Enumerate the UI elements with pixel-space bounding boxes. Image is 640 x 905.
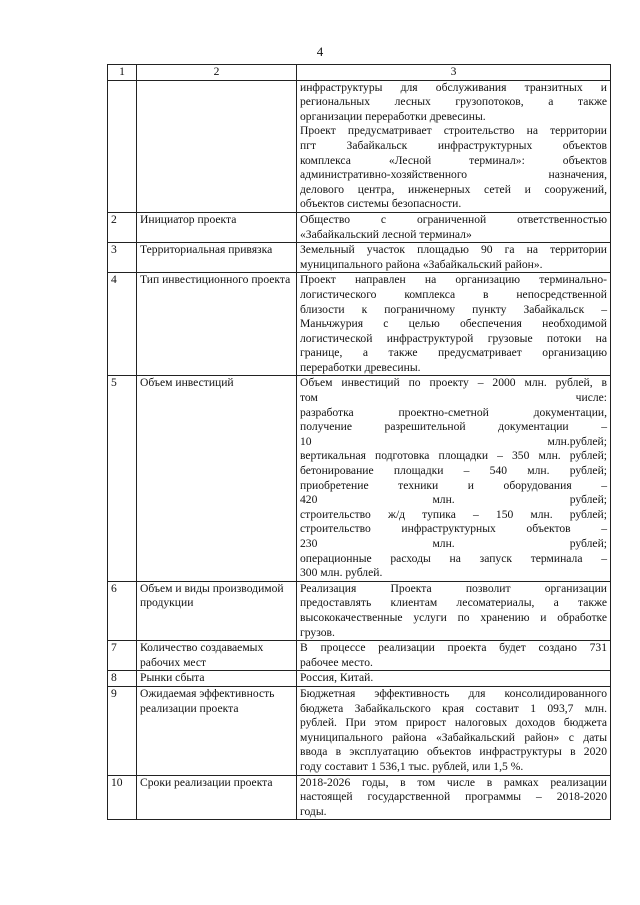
text-line: 300 млн. рублей. <box>300 566 383 580</box>
text-line: годы. <box>300 804 327 818</box>
cell-desc-continuation <box>297 80 611 212</box>
text-line: получение разрешительной документации – <box>300 420 607 434</box>
text-line: ввода в эксплуатацию объектов инфраструктуры в 2020 <box>300 745 607 759</box>
cell-name: Сроки реализации проекта <box>137 775 297 820</box>
cell-num: 4 <box>108 273 137 376</box>
text-line: административно-хозяйственного назначения, <box>300 168 607 182</box>
cell-num: 9 <box>108 686 137 775</box>
text-line: делового центра, инженерных сетей и сооружений, <box>300 182 607 196</box>
text-line: Россия, Китай. <box>300 671 374 685</box>
text-line: переработки древесины. <box>300 360 421 374</box>
text-line: приобретение техники и оборудования – <box>300 478 607 492</box>
text-line: муниципального района «Забайкальский район» с даты <box>300 730 607 744</box>
cell-name <box>137 80 297 212</box>
cell-desc <box>297 243 611 273</box>
text-line: региональных лесных грузопотоков, а также <box>300 95 607 109</box>
cell-name: Ожидаемая эффективность реализации проекта <box>137 686 297 775</box>
cell-desc <box>297 581 611 640</box>
text-line: 2018-2026 годы, в том числе в рамках реализации <box>300 775 607 789</box>
text-line: Маньчжурия с целью обеспечения необходимой <box>300 317 607 331</box>
text-line: 420 млн. рублей; <box>300 493 607 507</box>
table-header-row <box>108 65 611 81</box>
table-row <box>108 376 611 581</box>
text-line: бетонирование площадки – 540 млн. рублей; <box>300 464 607 478</box>
text-line: Земельный участок площадью 90 га на территории <box>300 243 607 257</box>
cell-num: 10 <box>108 775 137 820</box>
text-line: организации переработки древесины. <box>300 109 486 123</box>
column-header-1: 1 <box>108 65 137 81</box>
table-row-continuation <box>108 80 611 212</box>
text-line: вертикальная подготовка площадки – 350 млн. рублей; <box>300 449 607 463</box>
text-line: 230 млн. рублей; <box>300 537 607 550</box>
table-row <box>108 273 611 376</box>
cell-num: 8 <box>108 671 137 687</box>
text-line: настоящей государственной программы – 2018-2020 <box>300 790 607 804</box>
cell-name: Количество создаваемых рабочих мест <box>137 641 297 671</box>
text-line: границе, а также предусматривает организацию <box>300 346 607 360</box>
text-line: пгт Забайкальск инфраструктурных объектов <box>300 138 607 152</box>
text-line: высококачественные услуги по хранению и обработке <box>300 610 607 624</box>
text-line: Общество с ограниченной ответственностью <box>300 212 607 226</box>
cell-num: 2 <box>108 212 137 242</box>
text-line: разработка проектно-сметной документации, <box>300 405 607 419</box>
cell-name: Инициатор проекта <box>137 212 297 242</box>
page-number: 4 <box>316 44 324 59</box>
cell-desc <box>297 671 611 687</box>
cell-desc <box>297 212 611 242</box>
cell-desc <box>297 273 611 376</box>
paragraph <box>300 124 607 212</box>
table-row <box>108 581 611 640</box>
text-line: Проект предусматривает строительство на территории <box>300 124 607 138</box>
text-line: предоставлять клиентам лесоматериалы, а также <box>300 596 607 610</box>
text-line: «Забайкальский лесной терминал» <box>300 227 472 241</box>
table-row <box>108 641 611 671</box>
cell-name: Объем инвестиций <box>137 376 297 581</box>
text-line: логистической инфраструктурой грузовые потоки на <box>300 331 607 345</box>
table-row <box>108 671 611 687</box>
text-line: строительство ж/д тупика – 150 млн. рублей; <box>300 507 607 521</box>
text-line: близости к пограничному пункту Забайкальск – <box>300 302 607 316</box>
table-row <box>108 686 611 775</box>
text-line: операционные расходы на запуск терминала – <box>300 551 607 565</box>
table-row <box>108 243 611 273</box>
cell-desc <box>297 641 611 671</box>
cell-desc <box>297 686 611 775</box>
text-line: Реализация Проекта позволит организации <box>300 581 607 595</box>
text-line: 10 млн.рублей; <box>300 434 607 448</box>
text-line: Проект направлен на организацию терминально- <box>300 273 607 287</box>
cell-num: 3 <box>108 243 137 273</box>
cell-name: Территориальная привязка <box>137 243 297 273</box>
text-line: грузов. <box>300 625 335 639</box>
column-header-2: 2 <box>137 65 297 81</box>
column-header-3: 3 <box>297 65 611 81</box>
table-row <box>108 775 611 820</box>
cell-desc <box>297 775 611 820</box>
text-line: В процессе реализации проекта будет создано 731 <box>300 641 607 655</box>
text-line: Бюджетная эффективность для консолидированного <box>300 686 607 700</box>
text-line: муниципального района «Забайкальский район». <box>300 257 543 271</box>
text-line: логистического комплекса в непосредственной <box>300 287 607 301</box>
text-line: инфраструктуры для обслуживания транзитных и <box>300 80 607 94</box>
text-line: комплекса «Лесной терминал»: объектов <box>300 153 607 167</box>
text-line: объектов системы безопасности. <box>300 197 462 211</box>
text-line: бюджета Забайкальского края составит 1 093,7 млн. <box>300 701 607 715</box>
paragraph <box>300 81 607 125</box>
cell-num: 7 <box>108 641 137 671</box>
text-line: рублей. При этом прирост налоговых доходов бюджета <box>300 716 607 730</box>
cell-num: 5 <box>108 376 137 581</box>
text-line: строительство инфраструктурных объектов – <box>300 522 607 536</box>
passport-table <box>107 64 611 820</box>
text-line: году составит 1 536,1 тыс. рублей, или 1,5 %. <box>300 759 524 773</box>
text-line: рабочее место. <box>300 655 373 669</box>
text-line: том числе: <box>300 391 607 405</box>
text-line: Объем инвестиций по проекту – 2000 млн. рублей, в <box>300 376 607 390</box>
cell-name: Тип инвестиционного проекта <box>137 273 297 376</box>
cell-name: Объем и виды производимой продукции <box>137 581 297 640</box>
cell-num <box>108 80 137 212</box>
table-row <box>108 212 611 242</box>
cell-name: Рынки сбыта <box>137 671 297 687</box>
cell-desc <box>297 376 611 581</box>
cell-num: 6 <box>108 581 137 640</box>
